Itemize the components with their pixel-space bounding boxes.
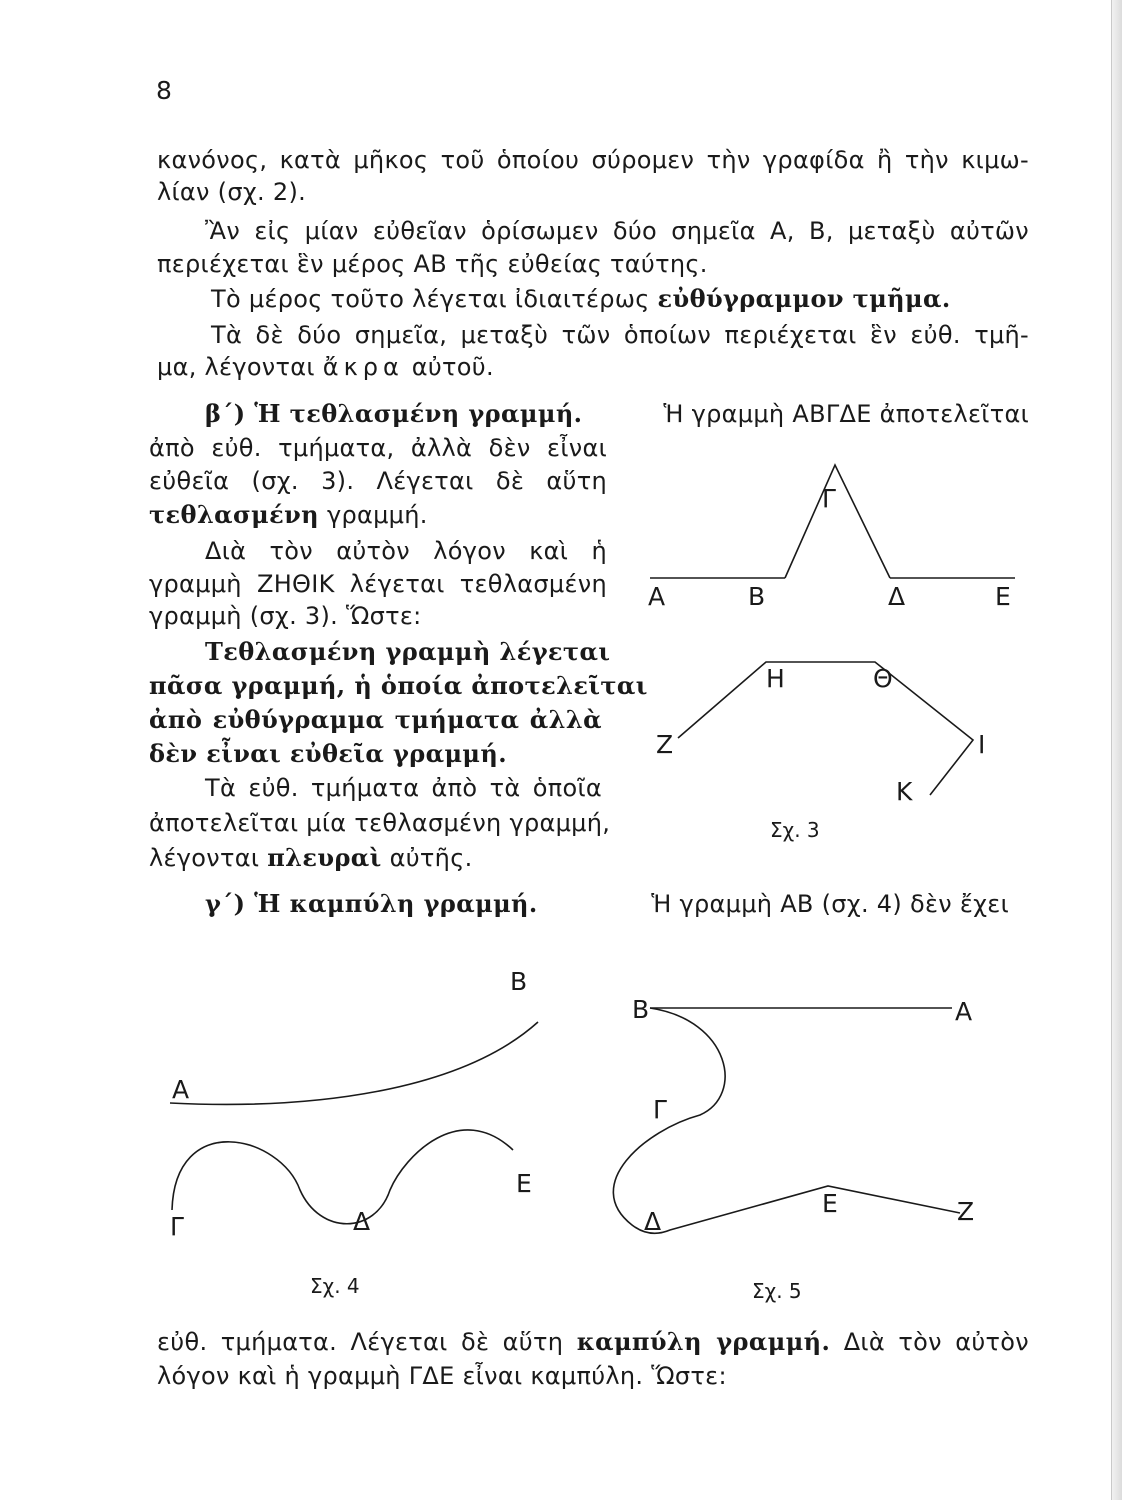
figure-5-caption: Σχ. 5 bbox=[752, 1279, 802, 1303]
paragraph-line: Ἂν εἰς μίαν εὐθεῖαν ὁρίσωμεν δύο σημεῖα Α, Β, μεταξὺ αὐτῶν bbox=[205, 217, 1029, 245]
figure-5 bbox=[580, 980, 1010, 1310]
text-span: αὐτοῦ. bbox=[411, 353, 494, 381]
figure-3-svg bbox=[630, 455, 1030, 845]
text-span: αὐτῆς. bbox=[389, 844, 473, 872]
term-kampyli-grammi: καμπύλη γραμμή. bbox=[576, 1327, 831, 1356]
paragraph-line: εὐθεῖα (σχ. 3). Λέγεται δὲ αὕτη bbox=[149, 467, 607, 495]
section-heading-line bbox=[205, 887, 1009, 921]
term-tethlasmeni: τεθλασμένη bbox=[149, 500, 319, 529]
paragraph-line: Τὰ δὲ δύο σημεῖα, μεταξὺ τῶν ὁποίων περιέχεται ἓν εὐθ. τμῆ- bbox=[211, 321, 1029, 349]
spaced-word: ἄκρα bbox=[322, 353, 404, 381]
text-span: μα, λέγονται bbox=[157, 353, 315, 381]
label-Th: Θ bbox=[873, 664, 893, 693]
label-I: Ι bbox=[978, 730, 986, 759]
paragraph-line: ἀποτελεῖται μία τεθλασμένη γραμμή, bbox=[149, 809, 611, 837]
figure-4-caption: Σχ. 4 bbox=[310, 1274, 360, 1298]
curve-AB bbox=[170, 1022, 538, 1104]
paragraph-line bbox=[211, 282, 951, 316]
label-K: Κ bbox=[896, 777, 913, 806]
figure-3-caption: Σχ. 3 bbox=[770, 818, 820, 842]
label-G: Γ bbox=[822, 484, 836, 513]
figure-5-svg bbox=[580, 980, 1010, 1310]
label-E: Ε bbox=[995, 582, 1011, 611]
paragraph-line: ἀπὸ εὐθ. τμήματα, ἀλλὰ δὲν εἶναι bbox=[149, 434, 607, 462]
section-heading-line bbox=[205, 397, 1029, 431]
text-span: εὐθ. τμήματα. Λέγεται δὲ αὕτη bbox=[157, 1328, 564, 1356]
label-E: Ε bbox=[516, 1169, 532, 1198]
curve-GDE bbox=[172, 1130, 513, 1224]
label-A: Α bbox=[172, 1075, 190, 1104]
label-D: Δ bbox=[353, 1207, 371, 1236]
section-heading-kampyli: γ΄) Ἡ καμπύλη γραμμή. bbox=[205, 889, 538, 918]
definition-line: δὲν εἶναι εὐθεῖα γραμμή. bbox=[149, 739, 507, 768]
label-Z: Ζ bbox=[957, 1197, 975, 1226]
text-span: Τὸ μέρος τοῦτο λέγεται ἰδιαιτέρως bbox=[211, 285, 650, 313]
paragraph-line: Τὰ εὐθ. τμήματα ἀπὸ τὰ ὁποῖα bbox=[205, 774, 602, 802]
paragraph-line: Διὰ τὸν αὐτὸν λόγον καὶ ἡ bbox=[205, 537, 607, 565]
label-B: Β bbox=[510, 967, 528, 996]
label-A: Α bbox=[955, 997, 973, 1026]
segment-BGD bbox=[785, 465, 890, 578]
definition-line: ἀπὸ εὐθύγραμμα τμήματα ἀλλὰ bbox=[149, 705, 602, 734]
text-span: Ἡ γραμμὴ ΑΒ (σχ. 4) δὲν ἔχει bbox=[651, 890, 1009, 918]
label-D: Δ bbox=[888, 582, 906, 611]
text-span: γραμμή. bbox=[326, 501, 428, 529]
paragraph-line bbox=[157, 350, 494, 384]
figure-4 bbox=[160, 960, 560, 1300]
section-heading-tethlasmeni: β΄) Ἡ τεθλασμένη γραμμή. bbox=[205, 399, 583, 428]
label-A: Α bbox=[648, 582, 666, 611]
polyline-ZHThIK bbox=[678, 662, 973, 795]
definition-line: πᾶσα γραμμή, ἡ ὁποία ἀποτελεῖται bbox=[149, 671, 648, 700]
term-euthygrammon-tmima: εὐθύγραμμον τμῆμα. bbox=[657, 284, 951, 313]
paragraph-line: λόγον καὶ ἡ γραμμὴ ΓΔΕ εἶναι καμπύλη. Ὥστε: bbox=[157, 1362, 727, 1390]
label-G: Γ bbox=[170, 1212, 184, 1241]
paragraph-line: περιέχεται ἓν μέρος ΑΒ τῆς εὐθείας ταύτης. bbox=[157, 250, 708, 278]
definition-line: Τεθλασμένη γραμμὴ λέγεται bbox=[205, 637, 611, 666]
text-span: Διὰ τὸν αὐτὸν bbox=[843, 1328, 1029, 1356]
paragraph-line: γραμμὴ (σχ. 3). Ὥστε: bbox=[149, 602, 422, 630]
term-pleurai: πλευραὶ bbox=[267, 843, 382, 872]
paragraph-line: λίαν (σχ. 2). bbox=[157, 178, 307, 206]
page-binding-edge bbox=[1111, 0, 1122, 1500]
label-H: Η bbox=[766, 664, 785, 693]
label-Z: Ζ bbox=[656, 730, 674, 759]
paragraph-line bbox=[157, 1325, 1029, 1359]
paragraph-line: γραμμὴ ΖΗΘΙΚ λέγεται τεθλασμένη bbox=[149, 570, 607, 598]
label-D: Δ bbox=[644, 1207, 662, 1236]
figure-3 bbox=[630, 455, 1030, 845]
label-B: Β bbox=[748, 582, 766, 611]
text-span: λέγονται bbox=[149, 844, 260, 872]
paragraph-line bbox=[149, 498, 428, 532]
label-E: Ε bbox=[822, 1189, 838, 1218]
paragraph-line: κανόνος, κατὰ μῆκος τοῦ ὁποίου σύρομεν τὴν γραφίδα ἢ τὴν κιμω- bbox=[157, 146, 1029, 174]
label-G: Γ bbox=[653, 1095, 667, 1124]
page-number: 8 bbox=[156, 76, 172, 105]
label-B: Β bbox=[632, 995, 650, 1024]
figure-4-svg bbox=[160, 960, 560, 1300]
text-span: Ἡ γραμμὴ ΑΒΓΔΕ ἀποτελεῖται bbox=[663, 400, 1029, 428]
paragraph-line bbox=[149, 841, 473, 875]
